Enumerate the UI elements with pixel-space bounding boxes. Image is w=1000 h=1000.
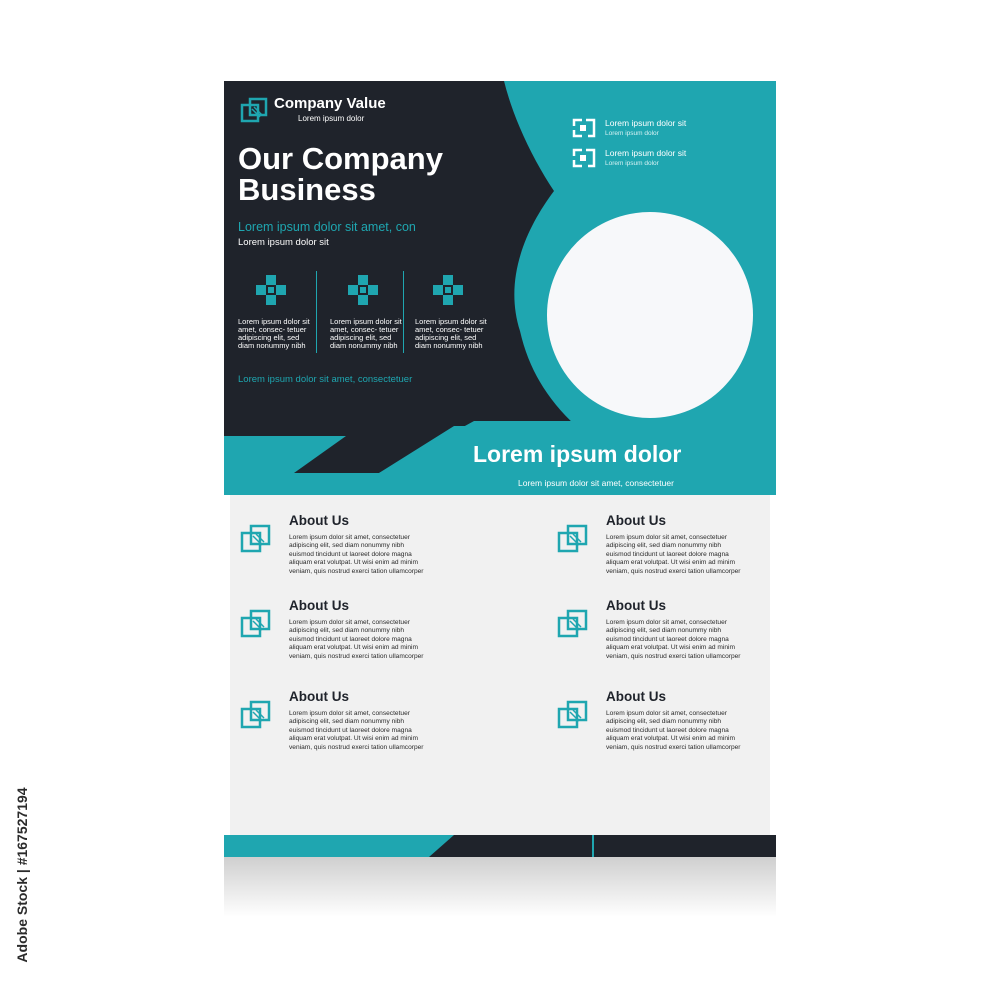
overlapping-squares-icon [240,523,272,555]
hero-white-line: Lorem ipsum dolor sit [238,237,329,248]
contact-subtitle: Lorem ipsum dolor [605,160,659,167]
about-section [557,689,776,769]
hero-headline: Our Company Business [238,141,443,207]
stock-watermark [7,760,37,990]
hero-footer-line: Lorem ipsum dolor sit amet, consectetuer [238,374,413,385]
pixel-cross-icon [346,273,380,307]
about-section [557,598,776,678]
footer-divider [592,835,594,857]
about-section [240,689,480,769]
about-body: Lorem ipsum dolor sit amet, consectetuer adipiscing elit, sed diam nonummy nibh euismod tincidunt ut laoreet dolore magna aliquam erat volutpat. Ut wisi enim ad minim veniam, quis nostrud exerci tation ullamcorper [289,619,424,660]
flyer-page [224,81,776,857]
company-tagline: Lorem ipsum dolor [298,114,365,123]
feature-text: Lorem ipsum dolor sit amet, consec- tetuer adipiscing elit, sed diam nonummy nibh [415,317,487,350]
left-edge-strip [224,495,230,835]
contact-subtitle: Lorem ipsum dolor [605,130,659,137]
about-body: Lorem ipsum dolor sit amet, consectetuer adipiscing elit, sed diam nonummy nibh euismod tincidunt ut laoreet dolore magna aliquam erat volutpat. Ut wisi enim ad minim veniam, quis nostrud exerci tation ullamcorper [606,619,741,660]
corner-brackets-icon [572,116,596,140]
about-section [557,513,776,593]
teal-footer-accent [224,835,454,857]
overlapping-squares-icon [557,699,589,731]
feature-divider [403,271,404,353]
hero-teal-line: Lorem ipsum dolor sit amet, con [238,220,416,234]
overlapping-squares-icon [557,523,589,555]
feature-text: Lorem ipsum dolor sit amet, consec- tetuer adipiscing elit, sed diam nonummy nibh [238,317,310,350]
about-heading: About Us [289,513,349,528]
overlapping-squares-icon [240,608,272,640]
about-section [240,598,480,678]
feature-divider [316,271,317,353]
photo-placeholder-circle [547,212,753,418]
contact-title: Lorem ipsum dolor sit [605,148,687,158]
overlapping-squares-icon [240,699,272,731]
about-body: Lorem ipsum dolor sit amet, consectetuer adipiscing elit, sed diam nonummy nibh euismod tincidunt ut laoreet dolore magna aliquam erat volutpat. Ut wisi enim ad minim veniam, quis nostrud exerci tation ullamcorper [606,710,741,751]
teal-banner-base [224,473,776,495]
feature-item [415,273,495,350]
overlapping-squares-icon [557,608,589,640]
corner-brackets-icon [572,146,596,170]
about-body: Lorem ipsum dolor sit amet, consectetuer adipiscing elit, sed diam nonummy nibh euismod tincidunt ut laoreet dolore magna aliquam erat volutpat. Ut wisi enim ad minim veniam, quis nostrud exerci tation ullamcorper [289,710,424,751]
pixel-cross-icon [431,273,465,307]
feature-item [238,273,318,350]
about-heading: About Us [289,689,349,704]
about-heading: About Us [606,513,666,528]
about-body: Lorem ipsum dolor sit amet, consectetuer adipiscing elit, sed diam nonummy nibh euismod tincidunt ut laoreet dolore magna aliquam erat volutpat. Ut wisi enim ad minim veniam, quis nostrud exerci tation ullamcorper [606,534,741,575]
banner-subtitle: Lorem ipsum dolor sit amet, consectetuer [518,478,674,488]
banner-title: Lorem ipsum dolor [473,441,682,467]
feature-item [330,273,410,350]
company-logo-icon [240,97,268,125]
about-body: Lorem ipsum dolor sit amet, consectetuer adipiscing elit, sed diam nonummy nibh euismod tincidunt ut laoreet dolore magna aliquam erat volutpat. Ut wisi enim ad minim veniam, quis nostrud exerci tation ullamcorper [289,534,424,575]
watermark-text: Adobe Stock | #167527194 [14,787,30,963]
flyer-reflection [224,857,776,917]
about-section [240,513,480,593]
about-heading: About Us [606,598,666,613]
pixel-cross-icon [254,273,288,307]
about-heading: About Us [289,598,349,613]
contact-title: Lorem ipsum dolor sit [605,118,687,128]
company-name: Company Value [274,95,386,112]
feature-text: Lorem ipsum dolor sit amet, consec- tetuer adipiscing elit, sed diam nonummy nibh [330,317,402,350]
about-heading: About Us [606,689,666,704]
